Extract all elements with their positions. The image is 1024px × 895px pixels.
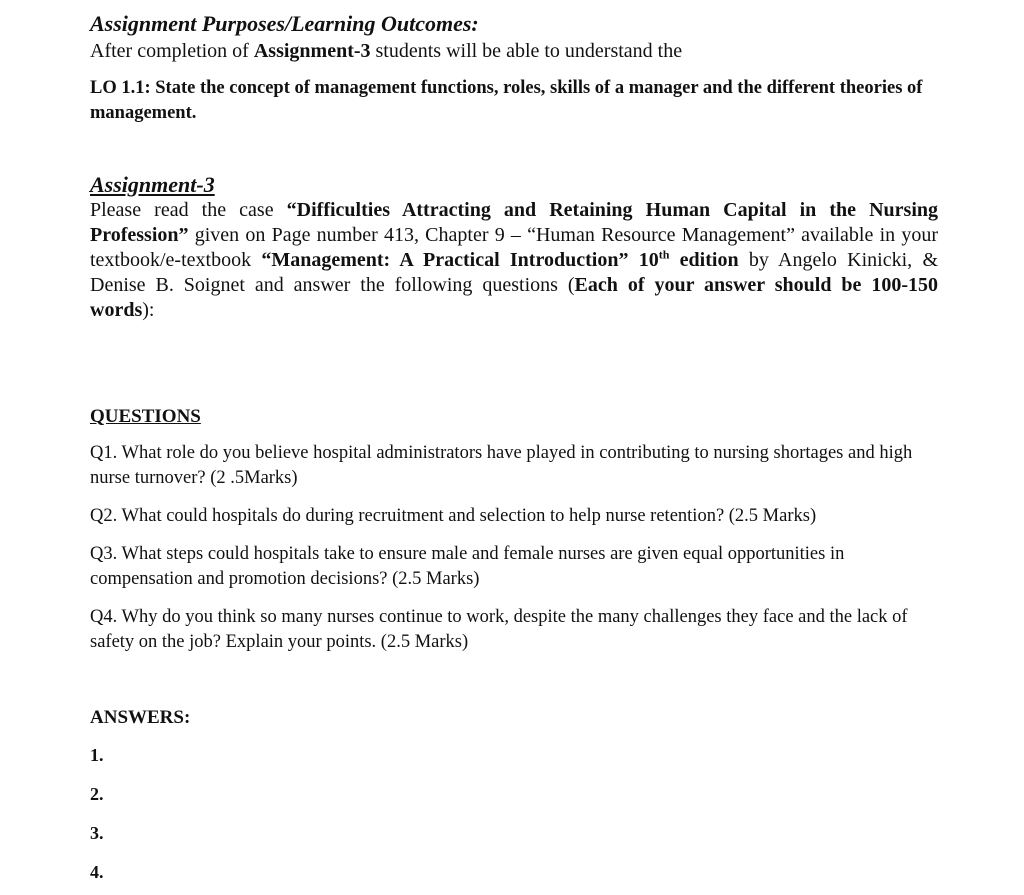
intro-assignment-name: Assignment-3 (253, 40, 371, 62)
case-title: “Difficulties Attracting and Retaining Human Capital in the Nursing Profession” (90, 199, 938, 246)
answer-4-label: 4. (90, 862, 104, 882)
instructions-text-3: by Angelo Kinicki, & Denise B. Soignet and answer the following questions ( (90, 249, 938, 296)
question-1: Q1. What role do you believe hospital administrators have played in contributing to nursing shortages and high nurse turnover? (2 .5Marks) (90, 443, 913, 488)
assignment-instructions (90, 198, 938, 323)
word-count-instruction: Each of your answer should be 100-150 words (90, 274, 939, 321)
book-title-text: “Management: A Practical Introduction” 10 (261, 249, 659, 271)
question-3: Q3. What steps could hospitals take to ensure male and female nurses are given equal opportunities in compensation and promotion decisions? (2.5 Marks) (90, 544, 845, 589)
answer-3-label: 3. (90, 823, 104, 843)
assignment-heading: Assignment-3 (90, 172, 215, 197)
intro-text: After completion of (90, 40, 254, 62)
answer-1-label: 1. (90, 745, 104, 765)
questions-heading: QUESTIONS (90, 406, 201, 427)
outcomes-intro (90, 38, 938, 64)
answer-2-label: 2. (90, 784, 104, 804)
learning-outcomes-heading: Assignment Purposes/Learning Outcomes: (90, 11, 479, 36)
instructions-text-4: ): (142, 299, 155, 321)
question-2: Q2. What could hospitals do during recruitment and selection to help nurse retention? (2.5 Marks) (90, 506, 817, 526)
instructions-text-2: given on Page number 413, Chapter 9 – “Human Resource Management” available in your textbook/e-textbook (90, 224, 938, 271)
question-4: Q4. Why do you think so many nurses continue to work, despite the many challenges they face and the lack of safety on the job? Explain your points. (2.5 Marks) (90, 607, 908, 652)
book-title (261, 249, 738, 271)
learning-outcome-lo-1-1: LO 1.1: State the concept of management functions, roles, skills of a manager and the different theories of management. (90, 78, 923, 123)
edition-superscript: th (658, 247, 670, 262)
answers-heading: ANSWERS: (90, 707, 191, 728)
instructions-text: Please read the case (90, 199, 287, 221)
intro-text-end: students will be able to understand the (370, 40, 683, 62)
edition-text: edition (669, 249, 739, 271)
